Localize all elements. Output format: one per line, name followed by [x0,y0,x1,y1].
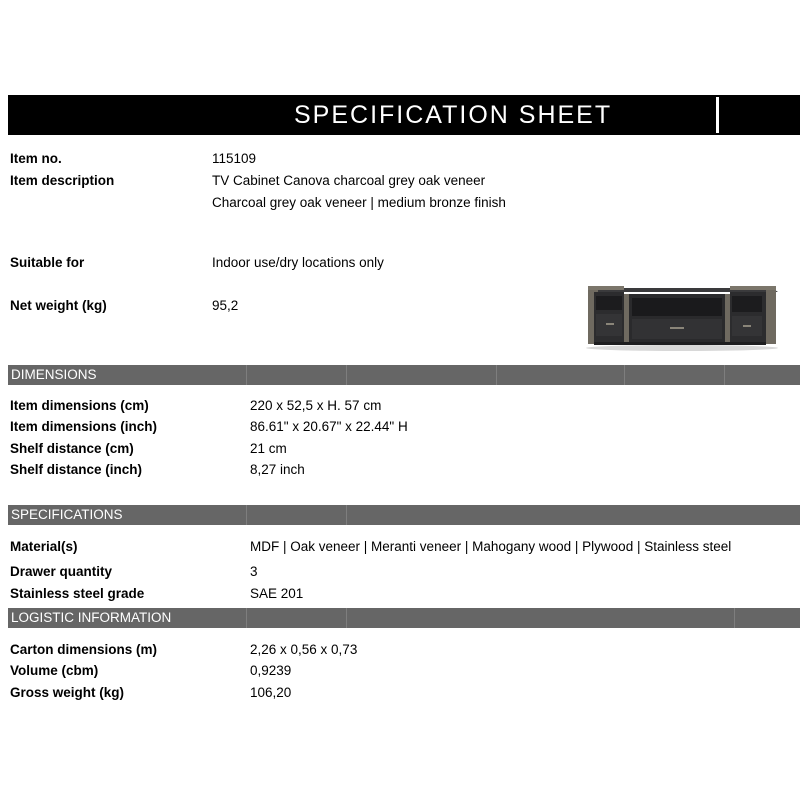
suitable-for-label: Suitable for [10,255,85,270]
page-title: SPECIFICATION SHEET [294,101,613,129]
table-row-value: 21 cm [250,441,287,456]
section-divider [246,608,247,628]
item-description-label: Item description [10,173,115,188]
section-divider [346,505,347,525]
table-row-value: MDF | Oak veneer | Meranti veneer | Mahogany wood | Plywood | Stainless steel [250,539,732,554]
item-description-line1: TV Cabinet Canova charcoal grey oak veneer [212,173,486,188]
section-divider [346,365,347,385]
table-row-value: 86.61" x 20.67" x 22.44" H [250,419,408,434]
section-logistic-information [8,608,800,628]
item-no-label: Item no. [10,151,62,166]
table-row-value: 8,27 inch [250,462,305,477]
section-logistic-heading: LOGISTIC INFORMATION [11,610,172,625]
item-no-value: 115109 [212,151,257,166]
section-specifications [8,505,800,525]
section-divider [734,608,735,628]
product-image [584,282,780,352]
section-dimensions [8,365,800,385]
table-row-label: Stainless steel grade [10,586,145,601]
section-divider [246,365,247,385]
section-specifications-heading: SPECIFICATIONS [11,507,123,522]
table-row-label: Gross weight (kg) [10,685,125,700]
title-bar [8,95,800,135]
table-row-value: SAE 201 [250,586,304,601]
item-description-line2: Charcoal grey oak veneer | medium bronze finish [212,195,506,210]
table-row-label: Material(s) [10,539,78,554]
section-divider [724,365,725,385]
table-row-label: Item dimensions (inch) [10,419,158,434]
section-divider [496,365,497,385]
table-row-value: 220 x 52,5 x H. 57 cm [250,398,382,413]
section-divider [624,365,625,385]
table-row-label: Volume (cbm) [10,663,99,678]
table-row-value: 2,26 x 0,56 x 0,73 [250,642,358,657]
section-divider [246,505,247,525]
net-weight-value: 95,2 [212,298,239,313]
table-row-value: 3 [250,564,258,579]
suitable-for-value: Indoor use/dry locations only [212,255,384,270]
table-row-value: 0,9239 [250,663,292,678]
table-row-label: Drawer quantity [10,564,113,579]
table-row-label: Shelf distance (cm) [10,441,134,456]
table-row-label: Item dimensions (cm) [10,398,149,413]
section-dimensions-heading: DIMENSIONS [11,367,97,382]
table-row-value: 106,20 [250,685,292,700]
table-row-label: Shelf distance (inch) [10,462,143,477]
title-divider [716,97,719,133]
section-divider [346,608,347,628]
net-weight-label: Net weight (kg) [10,298,107,313]
table-row-label: Carton dimensions (m) [10,642,158,657]
